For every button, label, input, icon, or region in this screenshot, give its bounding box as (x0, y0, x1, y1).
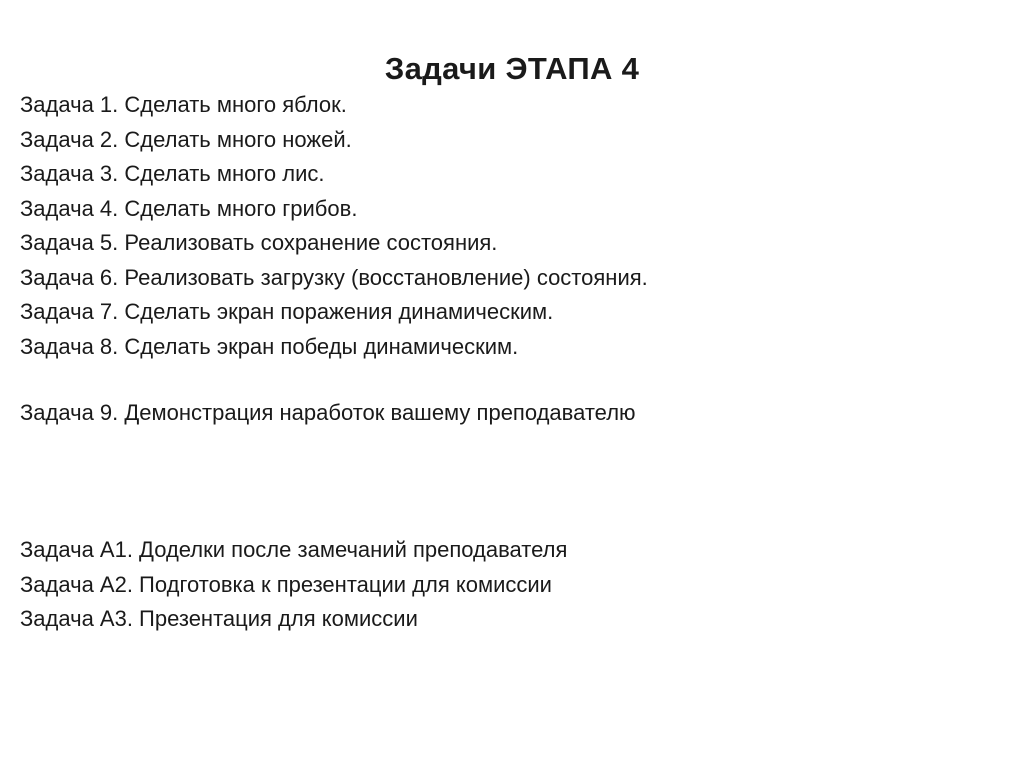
task-item: Задача 4. Сделать много грибов. (20, 195, 358, 221)
slide-title: Задачи ЭТАПА 4 (384, 50, 640, 86)
task-item-extra: Задача А1. Доделки после замечаний преподавателя (20, 537, 568, 562)
task-item-demo: Задача 9. Демонстрация наработок вашему преподавателю (20, 400, 636, 425)
task-item: Задача 1. Сделать много яблок. (20, 92, 347, 117)
task-item-extra: Задача А3. Презентация для комиссии (20, 606, 418, 631)
task-list-demo (20, 396, 636, 431)
task-list-extra (20, 533, 567, 637)
task-item: Задача 2. Сделать много ножей. (20, 126, 352, 152)
task-list-main (20, 88, 648, 364)
task-item: Задача 5. Реализовать сохранение состояния. (20, 230, 498, 255)
task-item: Задача 6. Реализовать загрузку (восстановление) состояния. (20, 264, 648, 290)
task-item-extra: Задача А2. Подготовка к презентации для комиссии (20, 571, 552, 597)
task-item: Задача 3. Сделать много лис. (20, 161, 325, 186)
task-item: Задача 7. Сделать экран поражения динамическим. (20, 299, 554, 324)
task-item: Задача 8. Сделать экран победы динамическим. (20, 333, 519, 359)
